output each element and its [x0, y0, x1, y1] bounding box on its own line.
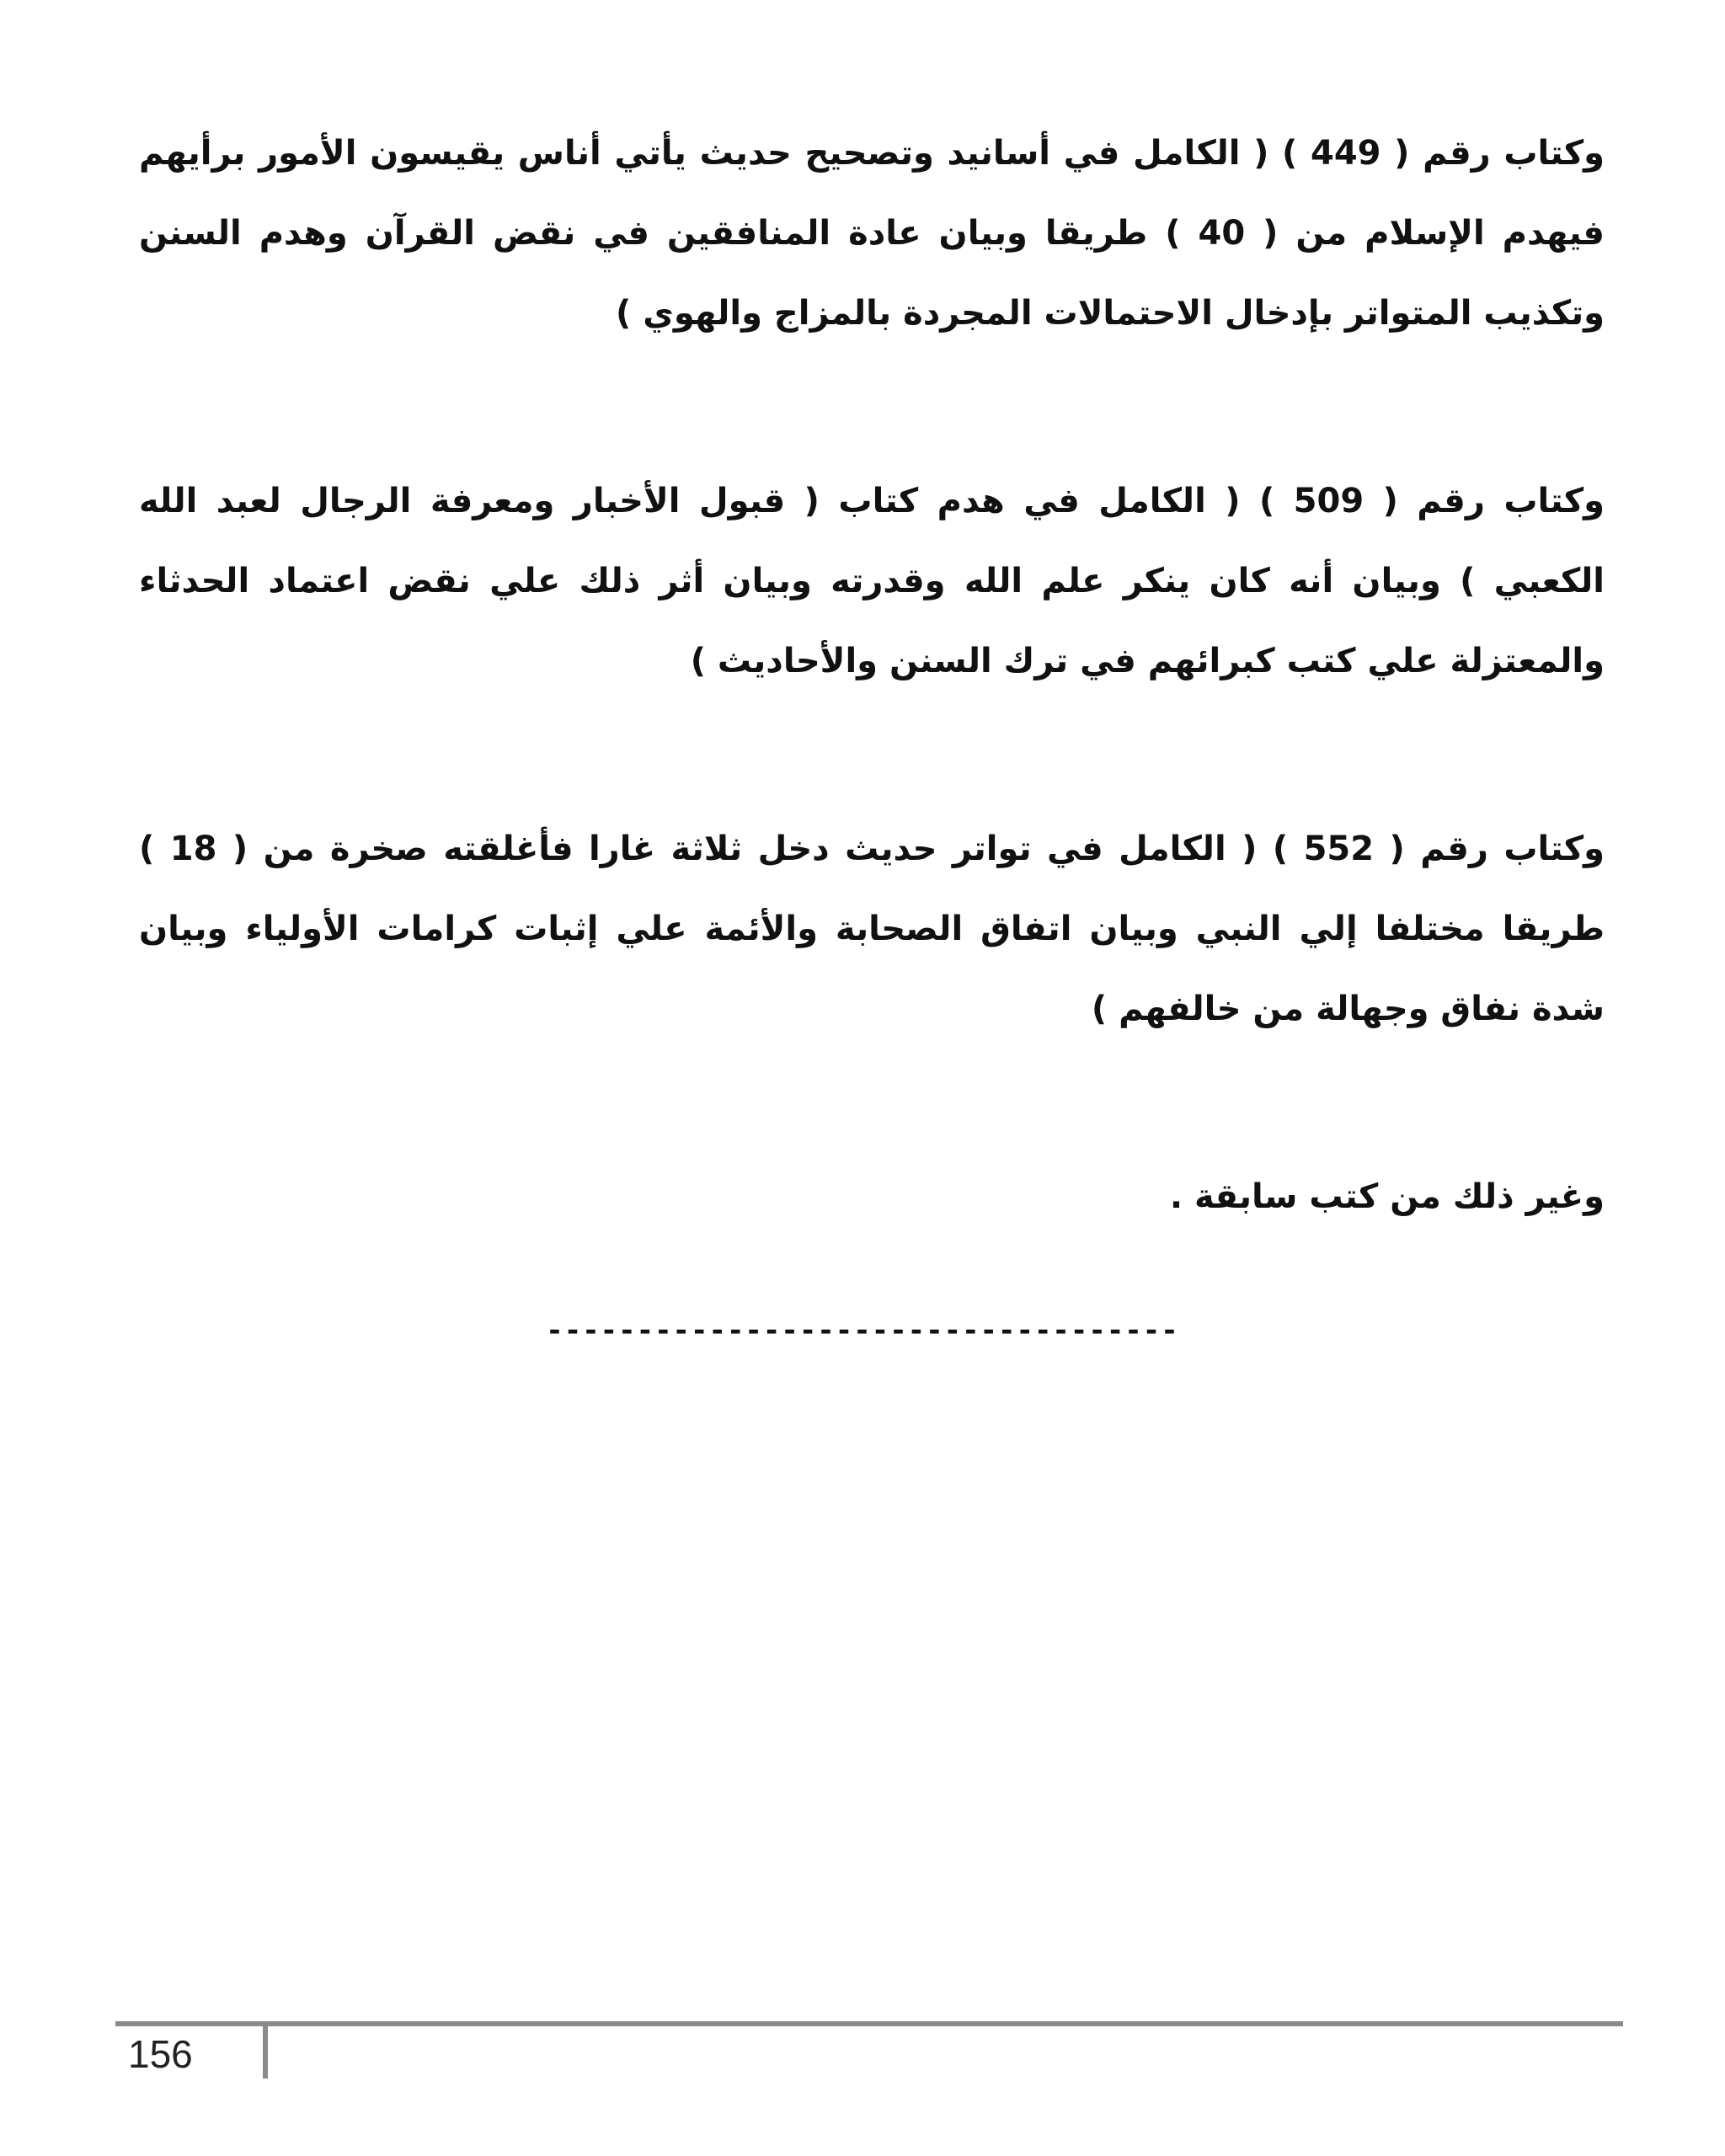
section-separator: ----------------------------------- — [546, 1314, 1179, 1348]
footer-divider-tick — [263, 2021, 268, 2079]
page-number: 156 — [128, 2032, 193, 2076]
page-body — [139, 114, 1605, 1237]
footer-rule — [115, 2021, 1623, 2026]
book-entry-509: وكتاب رقم ( 509 ) ( الكامل في هدم كتاب ( قبول الأخبار ومعرفة الرجال لعبد الله الكعبي ) وبيان أنه كان ينكر علم الله وقدرته وبيان أثر ذلك علي نقض اعتماد الحدثاء والمعتزلة علي كتب كبرائهم في ترك السنن والأحاديث ) — [139, 482, 1605, 680]
closing-line: وغير ذلك من كتب سابقة . — [1169, 1177, 1605, 1216]
book-entry-449: وكتاب رقم ( 449 ) ( الكامل في أسانيد وتصحيح حديث يأتي أناس يقيسون الأمور برأيهم فيهدم الإسلام من ( 40 ) طريقا وبيان عادة المنافقين في نقض القرآن وهدم السنن وتكذيب المتواتر بإدخال الاحتمالات المجردة بالمزاج والهوي ) — [139, 134, 1605, 333]
book-entry-552: وكتاب رقم ( 552 ) ( الكامل في تواتر حديث دخل ثلاثة غارا فأغلقته صخرة من ( 18 ) طريقا مختلفا إلي النبي وبيان اتفاق الصحابة والأئمة علي إثبات كرامات الأولياء وبيان شدة نفاق وجهالة من خالفهم ) — [139, 830, 1605, 1028]
